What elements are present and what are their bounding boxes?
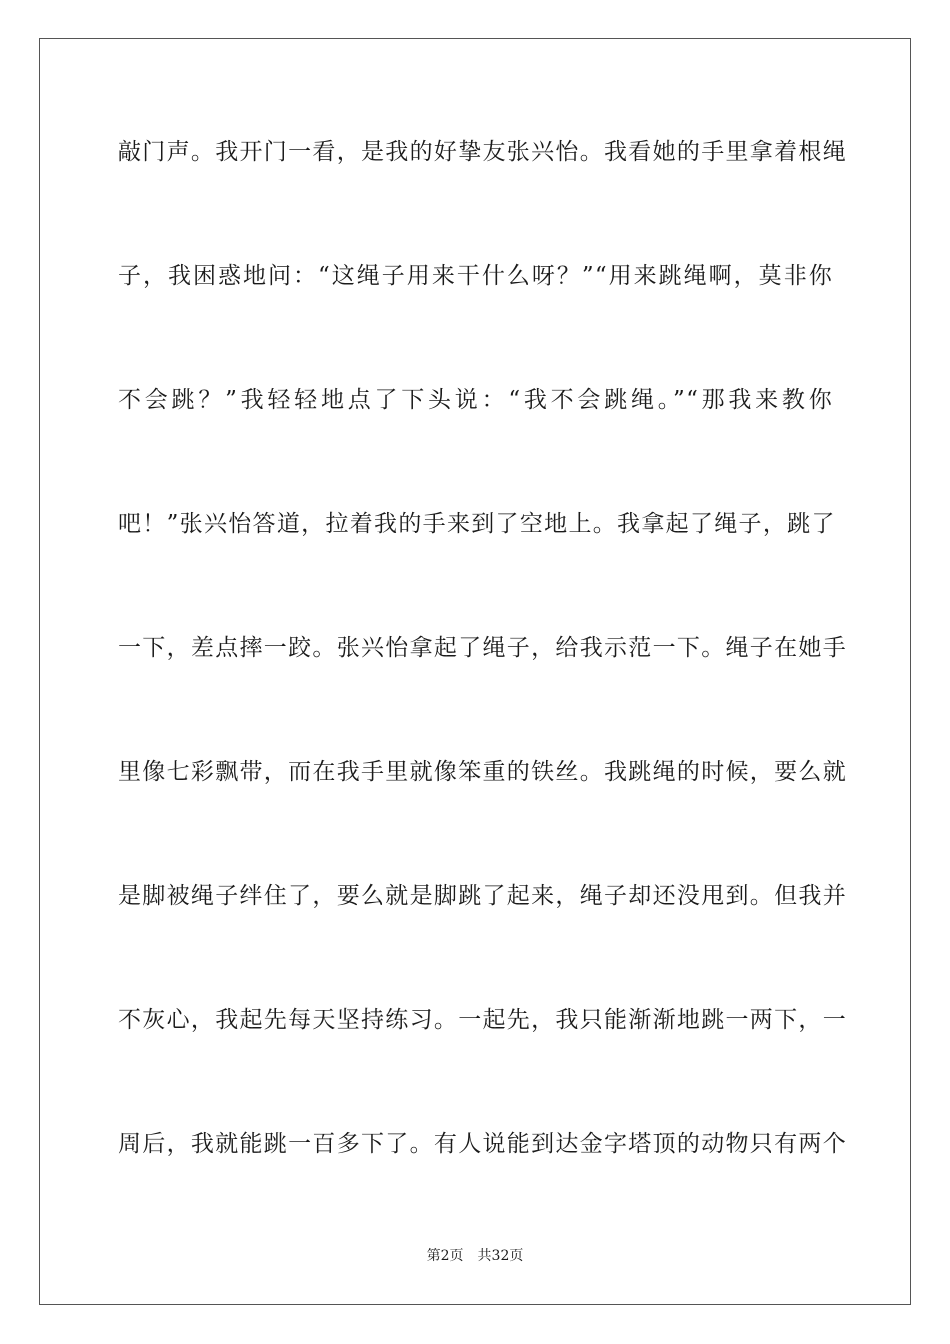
text-line: 不会跳？”我轻轻地点了下头说：“我不会跳绳。”“那我来教你	[118, 387, 833, 413]
text-line: 一下，差点摔一跤。张兴怡拿起了绳子，给我示范一下。绳子在她手	[118, 635, 847, 661]
text-line: 里像七彩飘带，而在我手里就像笨重的铁丝。我跳绳的时候，要么就	[118, 759, 847, 785]
page-footer	[0, 1247, 950, 1265]
total-pages: 共32页	[477, 1248, 524, 1264]
text-line: 周后，我就能跳一百多下了。有人说能到达金字塔顶的动物只有两个	[118, 1131, 847, 1157]
page-border	[39, 38, 911, 1305]
text-line: 是脚被绳子绊住了，要么就是脚跳了起来，绳子却还没甩到。但我并	[118, 883, 847, 909]
current-page-number: 第2页	[426, 1248, 464, 1264]
text-line: 敲门声。我开门一看，是我的好挚友张兴怡。我看她的手里拿着根绳	[118, 139, 847, 165]
text-line: 子，我困惑地问：“这绳子用来干什么呀？”“用来跳绳啊，莫非你	[118, 263, 833, 289]
text-line: 不灰心，我起先每天坚持练习。一起先，我只能渐渐地跳一两下，一	[118, 1007, 847, 1033]
text-line: 吧！”张兴怡答道，拉着我的手来到了空地上。我拿起了绳子，跳了	[118, 511, 836, 537]
